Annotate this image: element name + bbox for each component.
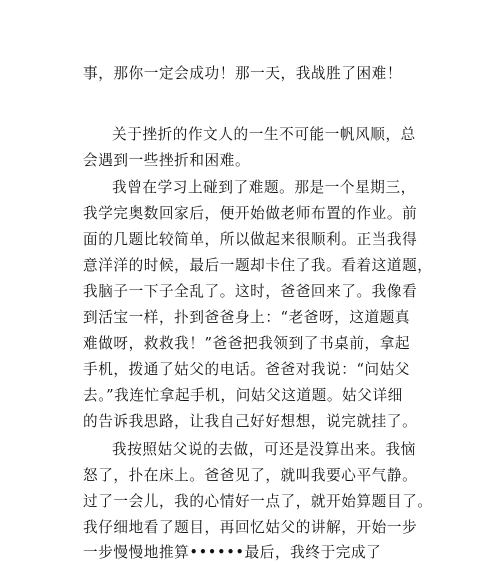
text-line: 怒了，扑在床上。爸爸见了，就叫我要心平气静。: [83, 467, 418, 484]
text-line: 面的几题比较简单，所以做起来很顺利。正当我得: [83, 231, 418, 248]
text-line: 去。”我连忙拿起手机，问姑父这道题。姑父详细: [83, 387, 403, 404]
text-line: 难做呀，救救我！”爸爸把我领到了书桌前，拿起: [83, 335, 411, 352]
text-line: 手机，拨通了姑父的电话。爸爸对我说：“问姑父: [83, 361, 411, 378]
text-line-carryover: 事，那你一定会成功！那一天，我战胜了困难！: [83, 65, 403, 82]
text-line: 过了一会儿，我的心情好一点了，就开始算题目了。: [83, 493, 433, 510]
text-line: 意洋洋的时候，最后一题却卡住了我。看着这道题，: [83, 257, 433, 274]
text-line: 我按照姑父说的去做，可还是没算出来。我恼: [112, 441, 416, 458]
text-line: 的告诉我思路，让我自己好好想想，说完就挂了。: [83, 413, 418, 430]
text-line: 我曾在学习上碰到了难题。那是一个星期三，: [112, 179, 416, 196]
text-line: 一步慢慢地推算••••••最后，我终于完成了: [83, 544, 382, 561]
text-line: 关于挫折的作文人的一生不可能一帆风顺，总: [112, 126, 416, 143]
text-line: 我脑子一下子全乱了。这时，爸爸回来了。我像看: [83, 283, 418, 300]
text-line: 我仔细地看了题目，再回忆姑父的讲解，开始一步: [83, 519, 418, 536]
text-line: 到活宝一样，扑到爸爸身上：“老爸呀，这道题真: [83, 309, 411, 326]
text-line: 我学完奥数回家后，便开始做老师布置的作业。前: [83, 205, 418, 222]
text-line: 会遇到一些挫折和困难。: [83, 152, 251, 169]
